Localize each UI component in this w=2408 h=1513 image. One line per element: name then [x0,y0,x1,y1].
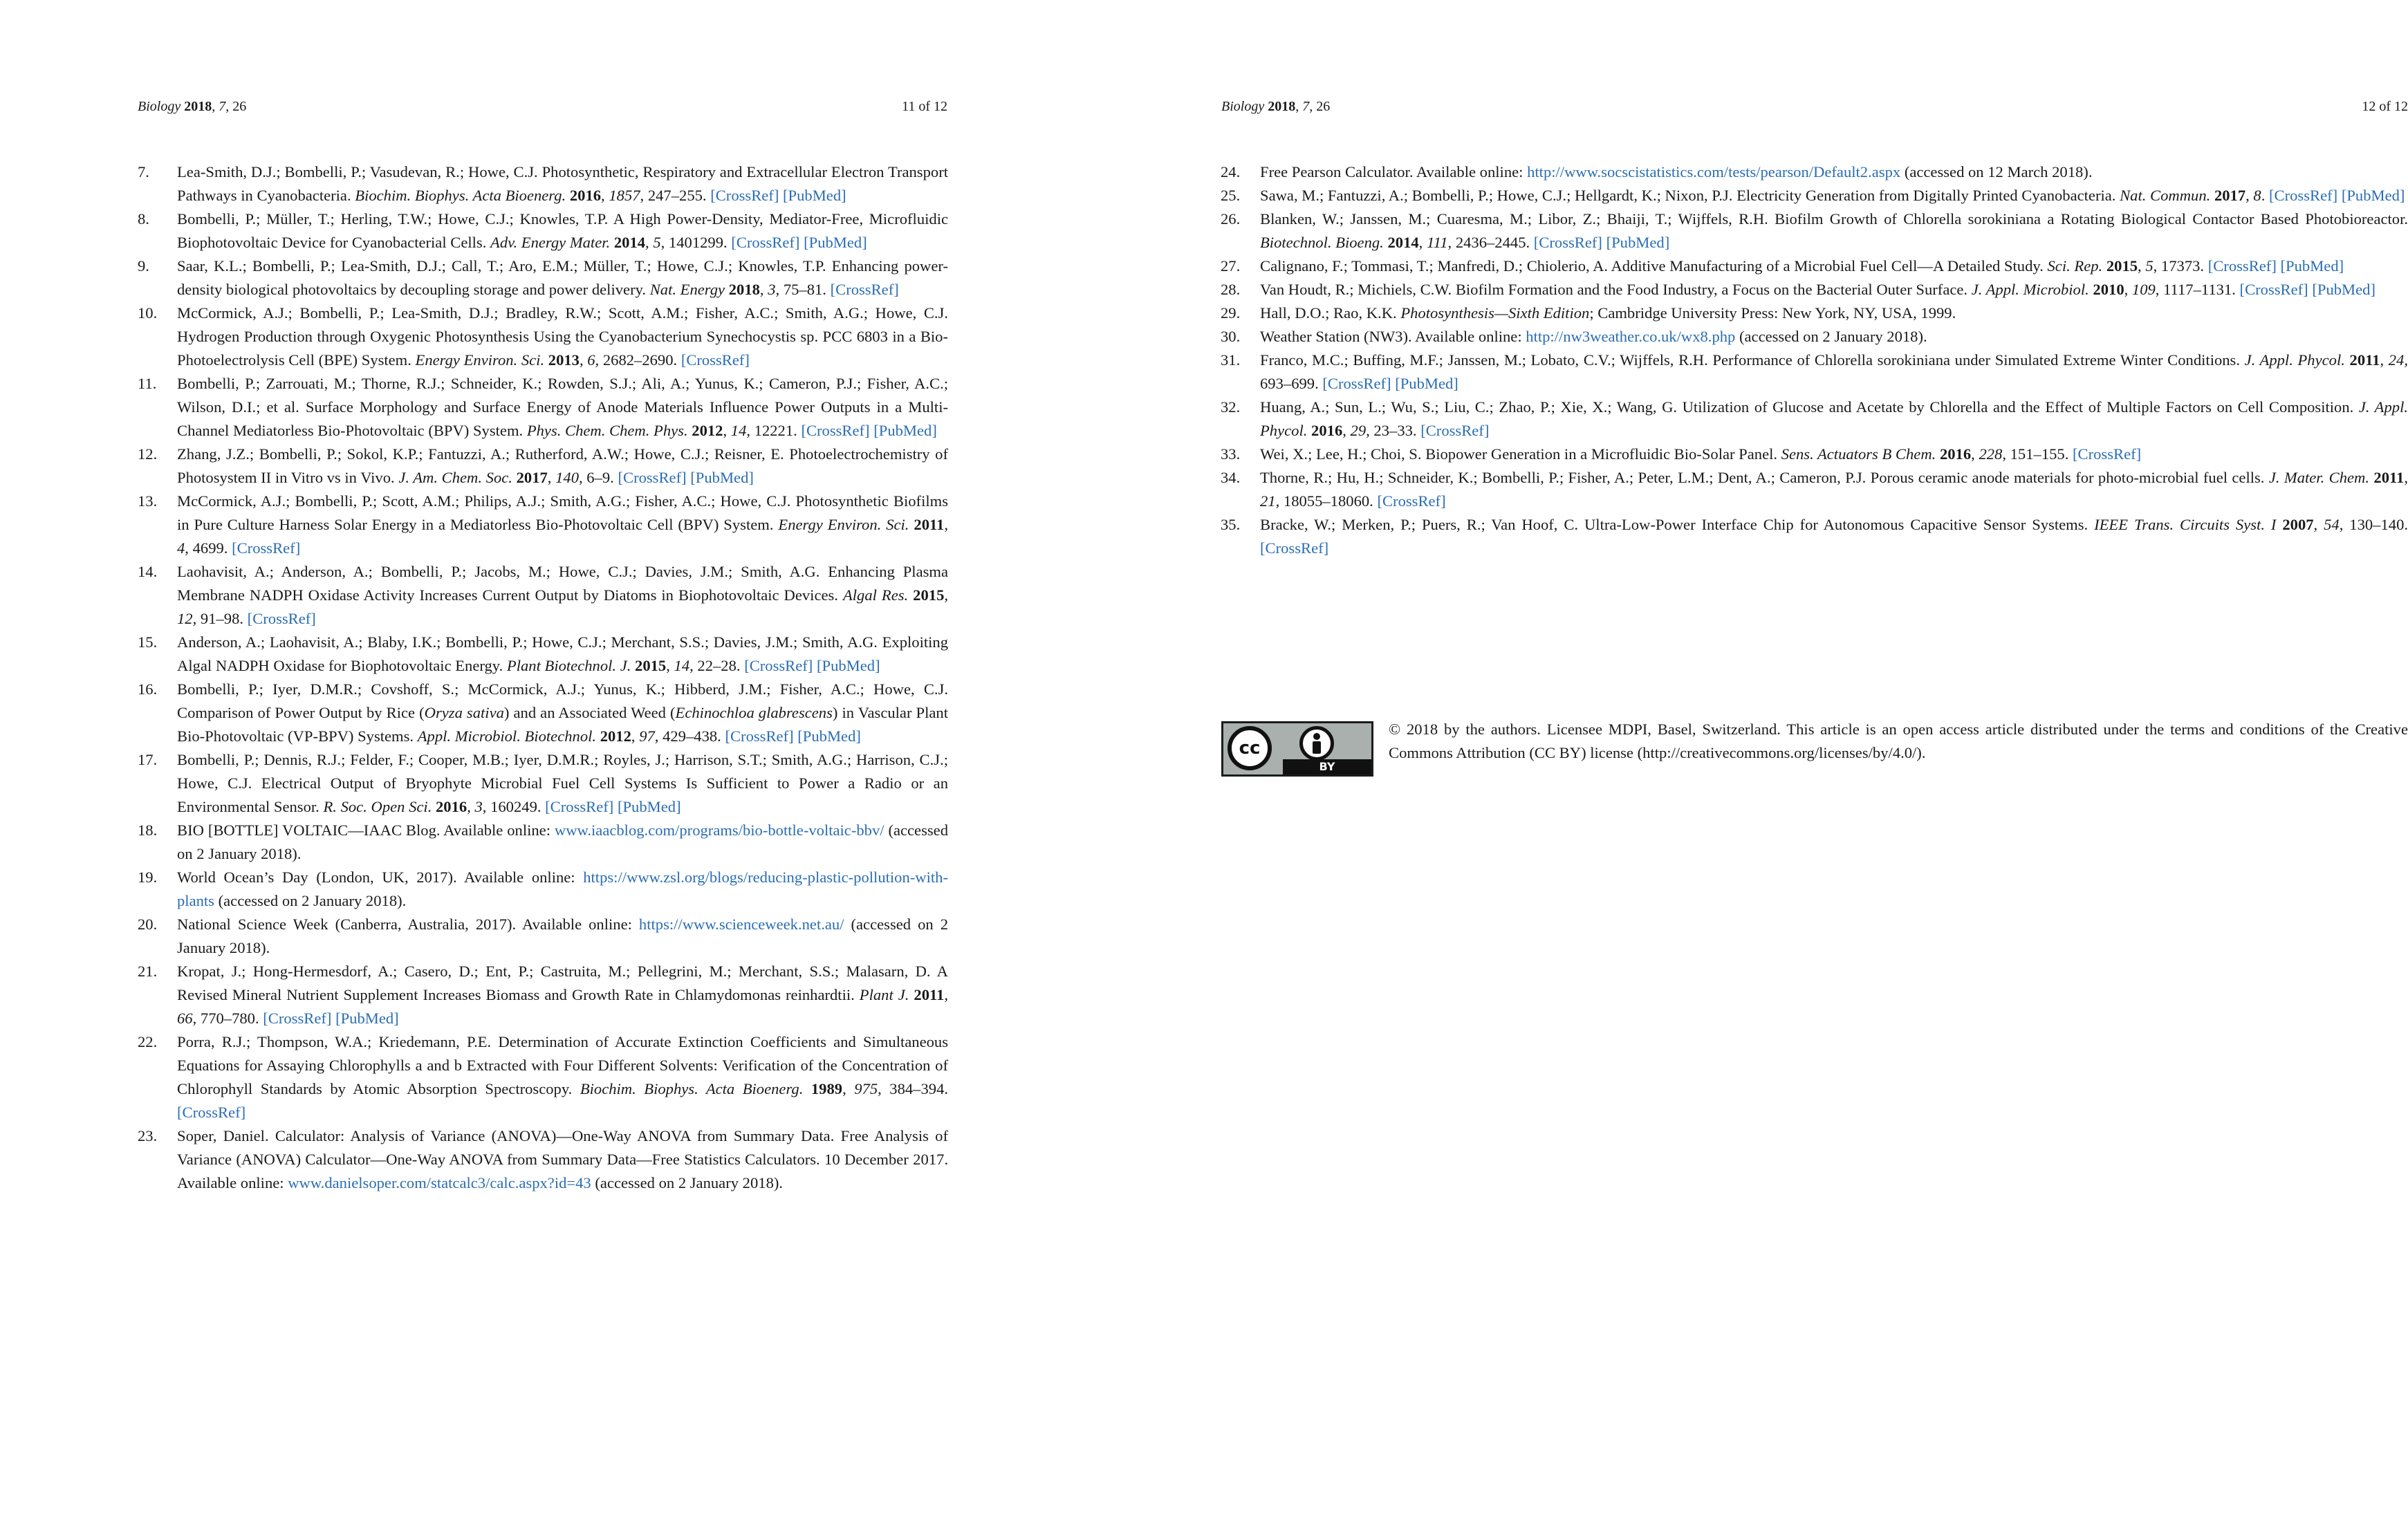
pubmed-link[interactable]: [PubMed] [1395,375,1458,392]
attribution-person-icon [1299,726,1334,761]
reference-number: 24. [1221,163,1241,180]
reference-item: 17. Bombelli, P.; Dennis, R.J.; Felder, F.; Cooper, M.B.; Iyer, D.M.R.; Royles, J.; Harrison, S.T.; Smith, A.G.; Harrison, C.J.; Howe, C.J. Electrical Output of Bryophyte Microbial Fuel Cell Systems Is Sufficient to Power a Radio or an Environmental Sensor. R. Soc. Open Sci. 2016, 3, 160249. [CrossRef] [PubMed] [138,748,948,819]
crossref-link[interactable]: [CrossRef] [731,234,800,251]
reference-item: 16. Bombelli, P.; Iyer, D.M.R.; Covshoff, S.; McCormick, A.J.; Yunus, K.; Hibberd, J.M.; Fisher, A.C.; Howe, C.J. Comparison of Power Output by Rice (Oryza sativa) and an Associated Weed (Echinochloa glabrescens) in Vascular Plant Bio-Photovoltaic (VP-BPV) Systems. Appl. Microbiol. Biotechnol. 2012, 97, 429–438. [CrossRef] [PubMed] [138,678,948,748]
reference-item: 7. Lea-Smith, D.J.; Bombelli, P.; Vasudevan, R.; Howe, C.J. Photosynthetic, Respiratory and Extracellular Electron Transport Pathways in Cyanobacteria. Biochim. Biophys. Acta Bioenerg. 2016, 1857, 247–255. [CrossRef] [PubMed] [138,160,948,207]
crossref-link[interactable]: [CrossRef] [177,1104,246,1121]
reference-number: 28. [1221,281,1241,298]
reference-item: 29. Hall, D.O.; Rao, K.K. Photosynthesis—Sixth Edition; Cambridge University Press: New York, NY, USA, 1999. [1221,301,2408,325]
by-label: BY [1319,760,1335,773]
reference-item: 22. Porra, R.J.; Thompson, W.A.; Kriedemann, P.E. Determination of Accurate Extinction Coefficients and Simultaneous Equations for Assaying Chlorophylls a and b Extracted with Four Different Solvents: Verification of the Concentration of Chlorophyll Standards by Atomic Absorption Spectroscopy. Biochim. Biophys. Acta Bioenerg. 1989, 975, 384–394. [CrossRef] [138,1030,948,1124]
crossref-link[interactable]: [CrossRef] [263,1010,332,1027]
reference-item: 34. Thorne, R.; Hu, H.; Schneider, K.; Bombelli, P.; Fisher, A.; Peter, L.M.; Dent, A.; Cameron, P.J. Porous ceramic anode materials for photo-microbial fuel cells. J. Mater. Chem. 2011, 21, 18055–18060. [CrossRef] [1221,466,2408,513]
pubmed-link[interactable]: [PubMed] [783,187,846,204]
reference-number: 23. [138,1127,158,1144]
url-link[interactable]: http://www.socscistatistics.com/tests/pearson/Default2.aspx [1527,163,1901,180]
crossref-link[interactable]: [CrossRef] [545,798,614,815]
reference-number: 34. [1221,469,1241,486]
crossref-link[interactable]: [CrossRef] [801,422,870,439]
reference-number: 31. [1221,351,1241,369]
reference-number: 25. [1221,187,1241,204]
crossref-link[interactable]: [CrossRef] [744,657,813,674]
reference-item: 13. McCormick, A.J.; Bombelli, P.; Scott, A.M.; Philips, A.J.; Smith, A.G.; Fisher, A.C.; Howe, C.J. Photosynthetic Biofilms in Pure Culture Harness Solar Energy in a Mediatorless Bio-Photovoltaic Cell (BPV) System. Energy Environ. Sci. 2011, 4, 4699. [CrossRef] [138,490,948,560]
reference-number: 26. [1221,210,1241,228]
journal-name: Biology [1221,99,1265,114]
reference-number: 21. [138,963,158,980]
article-number: 26 [1316,99,1331,114]
reference-number: 12. [138,445,158,463]
pubmed-link[interactable]: [PubMed] [2280,257,2344,275]
reference-item: 12. Zhang, J.Z.; Bombelli, P.; Sokol, K.P.; Fantuzzi, A.; Rutherford, A.W.; Howe, C.J.; Reisner, E. Photoelectrochemistry of Photosystem II in Vitro vs in Vivo. J. Am. Chem. Soc. 2017, 140, 6–9. [CrossRef] [PubMed] [138,443,948,490]
crossref-link[interactable]: [CrossRef] [830,281,899,298]
reference-item: 23. Soper, Daniel. Calculator: Analysis of Variance (ANOVA)—One-Way ANOVA from Summary Data. Free Analysis of Variance (ANOVA) Calculator—One-Way ANOVA from Summary Data—Free Statistics Calculators. 10 December 2017. Available online: www.danielsoper.com/statcalc3/calc.aspx?id=43 (accessed on 2 January 2018). [138,1124,948,1195]
reference-item: 24. Free Pearson Calculator. Available online: http://www.socscistatistics.com/tests/pearson/Default2.aspx (accessed on 12 March 2018). [1221,160,2408,184]
reference-number: 17. [138,751,158,768]
journal-year: 2018 [1268,99,1296,114]
page-12 [1070,0,2408,1513]
reference-item: 15. Anderson, A.; Laohavisit, A.; Blaby, I.K.; Bombelli, P.; Howe, C.J.; Merchant, S.S.; Davies, J.M.; Smith, A.G. Exploiting Algal NADPH Oxidase for Biophotovoltaic Energy. Plant Biotechnol. J. 2015, 14, 22–28. [CrossRef] [PubMed] [138,631,948,678]
url-link[interactable]: https://www.scienceweek.net.au/ [638,916,844,933]
pubmed-link[interactable]: [PubMed] [2341,187,2405,204]
pubmed-link[interactable]: [PubMed] [335,1010,399,1027]
reference-number: 14. [138,563,158,580]
reference-number: 27. [1221,257,1241,275]
crossref-link[interactable]: [CrossRef] [1420,422,1490,439]
reference-number: 20. [138,916,158,933]
reference-number: 16. [138,680,158,698]
pubmed-link[interactable]: [PubMed] [817,657,880,674]
reference-item: 35. Bracke, W.; Merken, P.; Puers, R.; Van Hoof, C. Ultra-Low-Power Interface Chip for Autonomous Capacitive Sensor Systems. IEEE Trans. Circuits Syst. I 2007, 54, 130–140. [CrossRef] [1221,513,2408,560]
reference-item: 33. Wei, X.; Lee, H.; Choi, S. Biopower Generation in a Microfluidic Bio-Solar Panel. Sens. Actuators B Chem. 2016, 228, 151–155. [CrossRef] [1221,443,2408,466]
reference-item: 10. McCormick, A.J.; Bombelli, P.; Lea-Smith, D.J.; Bradley, R.W.; Scott, A.M.; Fisher, A.C.; Smith, A.G.; Howe, C.J. Hydrogen Production through Oxygenic Photosynthesis Using the Cyanobacterium Synechocystis sp. PCC 6803 in a Bio-Photoelectrolysis Cell (BPE) System. Energy Environ. Sci. 2013, 6, 2682–2690. [CrossRef] [138,301,948,372]
cc-by-badge[interactable] [1221,721,1373,777]
crossref-link[interactable]: [CrossRef] [618,469,687,486]
crossref-link[interactable]: [CrossRef] [232,539,301,557]
reference-number: 32. [1221,398,1241,416]
running-header: Biology 2018, 7, 26 [138,99,247,114]
reference-number: 7. [138,163,149,180]
crossref-link[interactable]: [CrossRef] [2269,187,2338,204]
page-11 [0,0,1070,1513]
reference-item: 18. BIO [BOTTLE] VOLTAIC—IAAC Blog. Available online: www.iaacblog.com/programs/bio-bottle-voltaic-bbv/ (accessed on 2 January 2018). [138,819,948,866]
journal-volume: 7 [1302,99,1310,114]
journal-volume: 7 [219,99,226,114]
page-number: 11 of 12 [902,99,947,114]
url-link[interactable]: www.danielsoper.com/statcalc3/calc.aspx?id=43 [288,1174,591,1191]
reference-number: 19. [138,869,158,886]
url-link[interactable]: www.iaacblog.com/programs/bio-bottle-voltaic-bbv/ [554,822,885,839]
crossref-link[interactable]: [CrossRef] [725,727,794,745]
reference-number: 15. [138,633,158,651]
reference-list [138,160,948,1195]
pubmed-link[interactable]: [PubMed] [690,469,754,486]
reference-item: 8. Bombelli, P.; Müller, T.; Herling, T.W.; Howe, C.J.; Knowles, T.P. A High Power-Density, Mediator-Free, Microfluidic Biophotovoltaic Device for Cyanobacterial Cells. Adv. Energy Mater. 2014, 5, 1401299. [CrossRef] [PubMed] [138,207,948,254]
pubmed-link[interactable]: [PubMed] [873,422,937,439]
reference-number: 35. [1221,516,1241,533]
pubmed-link[interactable]: [PubMed] [617,798,681,815]
reference-item: 20. National Science Week (Canberra, Australia, 2017). Available online: https://www.scienceweek.net.au/ (accessed on 2 January 2018). [138,913,948,960]
reference-item: 11. Bombelli, P.; Zarrouati, M.; Thorne, R.J.; Schneider, K.; Rowden, S.J.; Ali, A.; Yunus, K.; Cameron, P.J.; Fisher, A.C.; Wilson, D.I.; et al. Surface Morphology and Surface Energy of Anode Materials Influence Power Outputs in a Multi-Channel Mediatorless Bio-Photovoltaic (BPV) System. Phys. Chem. Chem. Phys. 2012, 14, 12221. [CrossRef] [PubMed] [138,372,948,443]
pubmed-link[interactable]: [PubMed] [2312,281,2375,298]
reference-item: 27. Calignano, F.; Tommasi, T.; Manfredi, D.; Chiolerio, A. Additive Manufacturing of a Microbial Fuel Cell—A Detailed Study. Sci. Rep. 2015, 5, 17373. [CrossRef] [PubMed] [1221,254,2408,278]
reference-item: 9. Saar, K.L.; Bombelli, P.; Lea-Smith, D.J.; Call, T.; Aro, E.M.; Müller, T.; Howe, C.J.; Knowles, T.P. Enhancing power-density biological photovoltaics by decoupling storage and power delivery. Nat. Energy 2018, 3, 75–81. [CrossRef] [138,254,948,301]
crossref-link[interactable]: [CrossRef] [680,351,750,369]
running-header: Biology 2018, 7, 26 [1221,99,1331,114]
reference-number: 33. [1221,445,1241,463]
crossref-link[interactable]: [CrossRef] [710,187,779,204]
journal-name: Biology [138,99,181,114]
reference-item: 28. Van Houdt, R.; Michiels, C.W. Biofilm Formation and the Food Industry, a Focus on the Bacterial Outer Surface. J. Appl. Microbiol. 2010, 109, 1117–1131. [CrossRef] [PubMed] [1221,278,2408,301]
reference-item: 31. Franco, M.C.; Buffing, M.F.; Janssen, M.; Lobato, C.V.; Wijffels, R.H. Performance of Chlorella sorokiniana under Simulated Extreme Winter Conditions. J. Appl. Phycol. 2011, 24, 693–699. [CrossRef] [PubMed] [1221,349,2408,396]
journal-year: 2018 [184,99,212,114]
reference-item: 14. Laohavisit, A.; Anderson, A.; Bombelli, P.; Jacobs, M.; Howe, C.J.; Davies, J.M.; Smith, A.G. Enhancing Plasma Membrane NADPH Oxidase Activity Increases Current Output by Diatoms in Biophotovoltaic Devices. Algal Res. 2015, 12, 91–98. [CrossRef] [138,560,948,631]
article-number: 26 [232,99,247,114]
pubmed-link[interactable]: [PubMed] [797,727,861,745]
reference-number: 18. [138,822,158,839]
url-link[interactable]: http://nw3weather.co.uk/wx8.php [1526,328,1736,345]
reference-item: 21. Kropat, J.; Hong-Hermesdorf, A.; Casero, D.; Ent, P.; Castruita, M.; Pellegrini, M.; Merchant, S.S.; Malasarn, D. A Revised Mineral Nutrient Supplement Increases Biomass and Growth Rate in Chlamydomonas reinhardtii. Plant J. 2011, 66, 770–780. [CrossRef] [PubMed] [138,960,948,1030]
crossref-link[interactable]: [CrossRef] [1377,492,1446,510]
license-text: © 2018 by the authors. Licensee MDPI, Basel, Switzerland. This article is an open access article distributed under the terms and conditions of the Creative Commons Attribution (CC BY) license (http://creativecommons.org/licenses/by/4.0/). [1389,721,2408,761]
page-number: 12 of 12 [2362,99,2408,114]
crossref-link[interactable]: [CrossRef] [247,610,316,627]
reference-item: 30. Weather Station (NW3). Available online: http://nw3weather.co.uk/wx8.php (accessed on 2 January 2018). [1221,325,2408,349]
reference-number: 9. [138,257,149,275]
crossref-link[interactable]: [CrossRef] [1322,375,1391,392]
reference-number: 30. [1221,328,1241,345]
reference-number: 29. [1221,304,1241,322]
crossref-link[interactable]: [CrossRef] [2239,281,2308,298]
reference-item: 25. Sawa, M.; Fantuzzi, A.; Bombelli, P.; Howe, C.J.; Hellgardt, K.; Nixon, P.J. Electricity Generation from Digitally Printed Cyanobacteria. Nat. Commun. 2017, 8. [CrossRef] [PubMed] [1221,184,2408,207]
reference-number: 8. [138,210,149,228]
crossref-link[interactable]: [CrossRef] [2207,257,2277,275]
reference-item: 19. World Ocean’s Day (London, UK, 2017). Available online: https://www.zsl.org/blogs/reducing-plastic-pollution-with-plants (accessed on 2 January 2018). [138,866,948,913]
reference-number: 22. [138,1033,158,1050]
reference-number: 11. [138,375,157,392]
cc-icon: cc [1228,726,1272,770]
reference-item: 32. Huang, A.; Sun, L.; Wu, S.; Liu, C.; Zhao, P.; Xie, X.; Wang, G. Utilization of Glucose and Acetate by Chlorella and the Effect of Multiple Factors on Cell Composition. J. Appl. Phycol. 2016, 29, 23–33. [CrossRef] [1221,396,2408,443]
url-link[interactable]: https://www.zsl.org/blogs/reducing-plastic-pollution-with-plants [177,869,948,909]
reference-list [1221,160,2408,560]
reference-number: 10. [138,304,158,322]
reference-number: 13. [138,492,158,510]
pubmed-link[interactable]: [PubMed] [804,234,867,251]
pubmed-link[interactable]: [PubMed] [1606,234,1670,251]
reference-item: 26. Blanken, W.; Janssen, M.; Cuaresma, M.; Libor, Z.; Bhaiji, T.; Wijffels, R.H. Biofilm Growth of Chlorella sorokiniana a Rotating Biological Contactor Based Photobioreactor. Biotechnol. Bioeng. 2014, 111, 2436–2445. [CrossRef] [PubMed] [1221,207,2408,254]
crossref-link[interactable]: [CrossRef] [1533,234,1602,251]
crossref-link[interactable]: [CrossRef] [2073,445,2142,463]
crossref-link[interactable]: [CrossRef] [1260,539,1329,557]
